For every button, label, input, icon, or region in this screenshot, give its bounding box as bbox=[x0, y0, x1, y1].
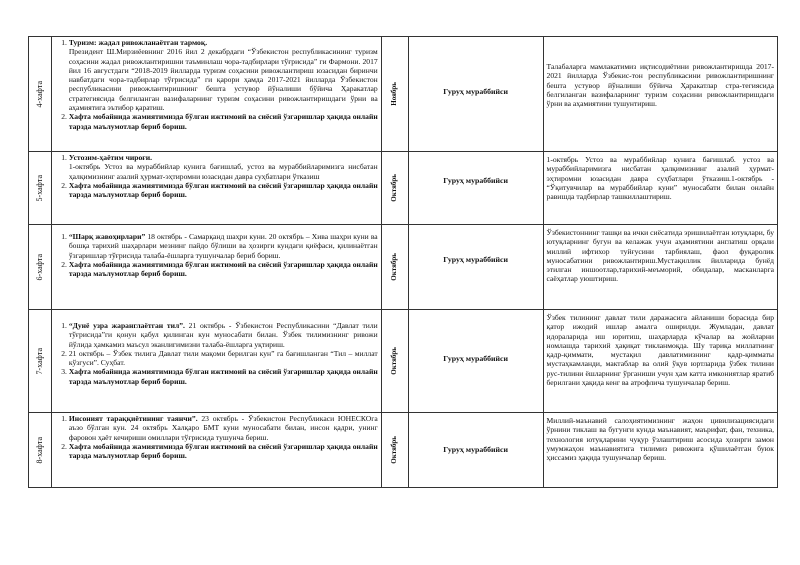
list-item: 1. “Дунё узра жаранглаётган тил”. 21 октябрь - Ўзбекистон Республикасини “Давлат тили тўғрисида”ги қонун қабул қилинган кун муносабати билан. Ўзбек тилимизнинг ривожи йўлида ҳамкамиз маъсул эканлигимизни талаба-ёшларга уқтириш. bbox=[69, 321, 378, 349]
list-item: 2. Хафта мобайнида жамиятимизда бўлган ижтимоий ва сиёсий ўзгаришлар ҳақида онлайн тарзда маълумотлар бериб бориш. bbox=[69, 112, 378, 131]
table-row bbox=[29, 310, 778, 413]
responsible-cell: Гуруҳ мураббийси bbox=[408, 152, 543, 225]
date-cell: Ноябрь bbox=[381, 37, 408, 152]
description-cell: Ўзбек тилининг давлат тили даражасига айланиши борасида бир қатор ижодий ишлар амалга оширилди. Жумладан, давлат идораларида иш юритиш, шаҳарларда кўчалар ва жойларни номлашда тарихий ҳақиқат тикланмоқда. Шу тариқа миллатнинг қадр-қиммати, мустақил давлатимизнинг қадр-қимматы мустаҳкамланди, мактаблар ва олий ўқув юртларида ўзбек тилини рус-тилини ёшларнинг ўрганиши учун ҳам катта имкониятлар яратиб берилгани ҳақида кенг ва атрофлича тушунчалар бериш. bbox=[543, 310, 777, 413]
list-item: 1. “Шарқ жавоҳирлари” 18 октябрь - Самарқанд шаҳри куни. 20 октябрь – Хива шаҳри куни ва бошқа тарихий шаҳарлари мезнинг пайдо бўлиши ва ҳозирги кундаги қиёфаси, қилинаётган ўзгаришлар тўғрисида талаба-ёшларга тушунчалар бериб бориш. bbox=[69, 232, 378, 260]
activity-plan-table bbox=[28, 36, 778, 488]
responsible-cell: Гуруҳ мураббийси bbox=[408, 413, 543, 488]
table-row bbox=[29, 225, 778, 310]
date-cell: Октябрь bbox=[381, 413, 408, 488]
list-item: 2. Хафта мобайнида жамиятимизда бўлган ижтимоий ва сиёсий ўзгаришлар ҳақида онлайн тарзда маълумотлар бериб бориш. bbox=[69, 260, 378, 279]
list-item: 2. 21 октябрь – Ўзбек тилига Давлат тили мақоми берилган кун” га бағишланган “Тил – миллат кўзгуси”. Суҳбат. bbox=[69, 349, 378, 368]
table-row bbox=[29, 413, 778, 488]
list-item: 1. Устозим-ҳаётим чироғи. 1-октябрь Устоз ва мураббийлар кунига бағишлаб, устоз ва мураббийларимизга нисбатан ҳалқимизнинг азалий ҳурмат-эҳтиромни юзасидан давра суҳбатлари ўтказиш bbox=[69, 153, 378, 181]
list-item: 1. Инсоният тараққиётининг таянчи”. 23 октябрь - Ўзбекистон Республикаси ЮНЕСКОга аъзо бўлган кун. 24 октябрь Халқаро БМТ куни муносабати билан, инсон қадри, унинг фаровон ҳаёт кечириши омиллари тўғрисида тушунча бериш. bbox=[69, 414, 378, 442]
topic-cell bbox=[51, 310, 381, 413]
topic-cell bbox=[51, 225, 381, 310]
date-cell: Октябрь bbox=[381, 225, 408, 310]
topic-cell bbox=[51, 152, 381, 225]
responsible-cell: Гуруҳ мураббийси bbox=[408, 225, 543, 310]
description-cell: Миллий-маънавий салоҳиятимизнинг жаҳон цивилизациясидаги ўрнини тиклаш ва бугунги кунда маънавият, маърифат, фан, техника, технология ютуқларини чуқур ўзлаштириш асосида ҳозирги замон умумжаҳон маънавиятига тилимиз ривожига қўшилаётган буюк ҳиссамиз ҳақида тушунчалар бериш. bbox=[543, 413, 777, 488]
list-item: 1. Туризм: жадал ривожланаётган тармоқ. Президент Ш.Мирзиёевнинг 2016 йил 2 декабрдаги “Ўзбекистон республикасининг туризм соҳасини жадал ривожлантиришни таъминлаш чора-тадбирлари тўғрисида” ги Фармони. 2017 йил 16 августдаги “2018-2019 йилларда туризм соҳасини ривожлантириш юзасидан биринчи навбатдаги чора-тадбирлар тўғрисида” ги қарори ҳамда 2017-2021 йилларда Ўзбекистон республикасини ривожлантиришнинг бешта устувор йўналиши бўйича Ҳаракатлар стратегиясида белгиланган вазифаларнинг туризм соҳасини ривожлантиришдаги ўрни ва аҳамиятига эътибор қаратиш. bbox=[69, 38, 378, 112]
week-cell: 6-хафта bbox=[29, 225, 52, 310]
responsible-cell: Гуруҳ мураббийси bbox=[408, 310, 543, 413]
date-cell: Октябрь bbox=[381, 310, 408, 413]
topic-cell bbox=[51, 37, 381, 152]
topic-cell bbox=[51, 413, 381, 488]
list-item: 2. Хафта мобайнида жамиятимизда бўлган ижтимоий ва сиёсий ўзгаришлар ҳақида онлайн тарзда маълумотлар бериб бориш. bbox=[69, 181, 378, 200]
list-item: 3. Хафта мобайнида жамиятимизда бўлган ижтимоий ва сиёсий ўзгаришлар ҳақида онлайн тарзда маълумотлар бериб бориш. bbox=[69, 367, 378, 386]
description-cell: Ўзбекистоннинг ташқи ва ички сиёсатида эришилаётган ютуқлари, бу ютуқларнинг бугун ва келажак учун аҳамиятини англатиш орқали миллий ифтихор туйғусини тарбиялаш, фаол фуқаролик муносабатини ривожлантириш.Мустақиллик йилларида бунёд этилган иншоотлар,тарихий-меъморий, обидалар, масканларга саёҳатлар уюштириш. bbox=[543, 225, 777, 310]
list-item: 2. Хафта мобайнида жамиятимизда бўлган ижтимоий ва сиёсий ўзгаришлар ҳақида онлайн тарзда маълумотлар бериб бориш. bbox=[69, 442, 378, 461]
week-cell: 4-хафта bbox=[29, 37, 52, 152]
table-row bbox=[29, 152, 778, 225]
table-row bbox=[29, 37, 778, 152]
week-cell: 8-хафта bbox=[29, 413, 52, 488]
description-cell: 1-октябрь Устоз ва мураббийлар кунига бағишлаб. устоз ва мураббийларимизга нисбатан ҳалқимизнинг азалий ҳурмат-эҳтиромни юзасидан давра суҳбатлари ўтказиш.1-октябрь - “Ўқитувчилар ва мураббийлар куни” муносабати билан онлайн равишда тадбирлар ташкиллаштириш. bbox=[543, 152, 777, 225]
plan-page bbox=[28, 36, 778, 488]
date-cell: Октябрь bbox=[381, 152, 408, 225]
week-cell: 5-хафта bbox=[29, 152, 52, 225]
description-cell: Талабаларга мамлакатимиз иқтисодиётини ривожлантиришда 2017-2021 йилларда Ўзбекис-тон республикасини ривожлантиришнинг бешта устувор йўналиши бўйича Ҳаракатлар стра-тегиясида белгиланган вазифаларнинг туризм соҳасини ривожлантиришдаги ўрни ва аҳамиятини тушунтириш. bbox=[543, 37, 777, 152]
week-cell: 7-хафта bbox=[29, 310, 52, 413]
responsible-cell: Гуруҳ мураббийси bbox=[408, 37, 543, 152]
